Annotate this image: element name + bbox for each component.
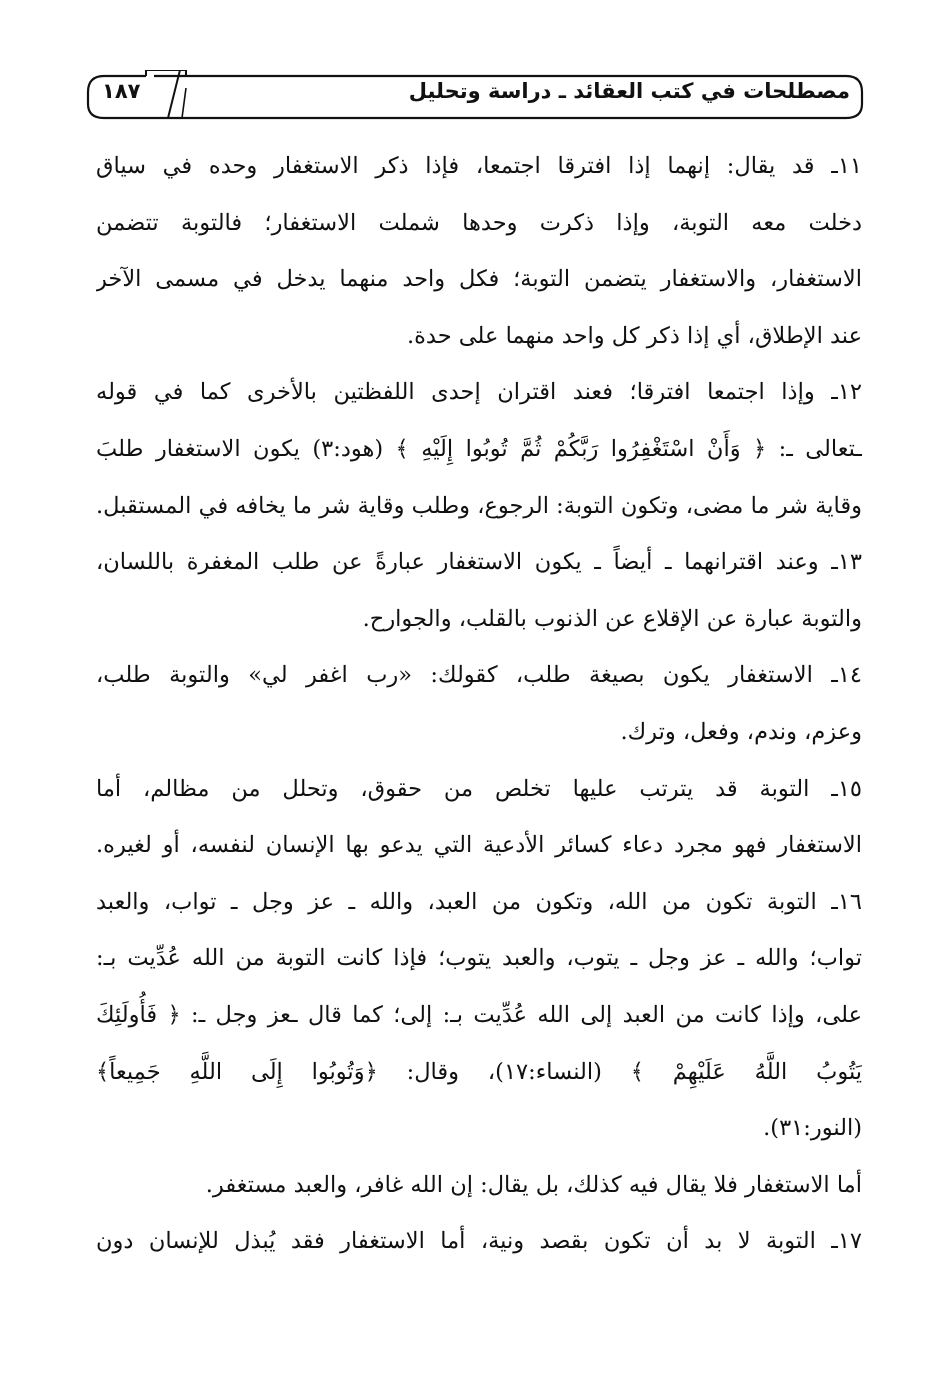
text-line: دخلت معه التوبة، وإذا ذكرت وحدها شملت الاستغفار؛ فالتوبة تتضمن xyxy=(96,209,862,236)
text-line: ١٤ـ الاستغفار يكون بصيغة طلب، كقولك: «رب اغفر لي» والتوبة طلب، xyxy=(96,662,862,689)
text-line: وعزم، وندم، وفعل، وترك. xyxy=(620,718,862,745)
text-line: ١٦ـ التوبة تكون من الله، وتكون من العبد، والله ـ عز وجل ـ تواب، والعبد xyxy=(96,888,862,915)
text-line: أما الاستغفار فلا يقال فيه كذلك، بل يقال: إن الله غافر، والعبد مستغفر. xyxy=(205,1171,862,1198)
text-line: وقاية شر ما مضى، وتكون التوبة: الرجوع، وطلب وقاية شر ما يخافه في المستقبل. xyxy=(96,492,862,519)
text-line: عند الإطلاق، أي إذا ذكر كل واحد منهما على حدة. xyxy=(406,322,862,349)
text-line: الاستغفار فهو مجرد دعاء كسائر الأدعية التي يدعو بها الإنسان لنفسه، أو لغيره. xyxy=(96,832,862,859)
text-line: ١٥ـ التوبة قد يترتب عليها تخلص من حقوق، وتحلل من مظالم، أما xyxy=(96,775,862,802)
page-number: ١٨٧ xyxy=(102,79,141,103)
book-title: مصطلحات في كتب العقائد ـ دراسة وتحليل xyxy=(408,79,850,103)
page-body xyxy=(96,138,862,1270)
text-line: ١٢ـ وإذا اجتمعا افترقا؛ فعند اقتران إحدى اللفظتين بالأخرى كما في قوله xyxy=(96,379,862,406)
text-line: والتوبة عبارة عن الإقلاع عن الذنوب بالقلب، والجوارح. xyxy=(362,605,862,632)
text-line: على، وإذا كانت من العبد إلى الله عُدِّيت بـ: إلى؛ كما قال ـعز وجل ـ: ﴿ فَأُولَئِكَ xyxy=(96,1001,862,1028)
text-line: ـتعالى ـ: ﴿ وَأَنْ اسْتَغْفِرُوا رَبَّكُمْ ثُمَّ تُوبُوا إِلَيْهِ ﴾ (هود:٣) يكون الاستغفار طلبَ xyxy=(96,435,862,462)
text-line: (النور:٣١). xyxy=(763,1115,862,1142)
text-line: ١٧ـ التوبة لا بد أن تكون بقصد ونية، أما الاستغفار فقد يُبذل للإنسان دون xyxy=(96,1228,862,1255)
text-line: الاستغفار، والاستغفار يتضمن التوبة؛ فكل واحد منهما يدخل في مسمى الآخر xyxy=(96,266,862,293)
text-line: ١١ـ قد يقال: إنهما إذا افترقا اجتمعا، فإذا ذكر الاستغفار وحده في سياق xyxy=(96,153,862,179)
text-line: تواب؛ والله ـ عز وجل ـ يتوب، والعبد يتوب؛ فإذا كانت التوبة من الله عُدِّيت بـ: xyxy=(96,945,862,972)
text-line: يَتُوبُ اللَّهُ عَلَيْهِمْ ﴾ (النساء:١٧)، وقال: ﴿وَتُوبُوا إِلَى اللَّهِ جَمِيعاً﴾ xyxy=(96,1058,862,1085)
text-line: ١٣ـ وعند اقترانهما ـ أيضاً ـ يكون الاستغفار عبارةً عن طلب المغفرة باللسان، xyxy=(96,549,862,576)
running-header xyxy=(84,70,866,120)
